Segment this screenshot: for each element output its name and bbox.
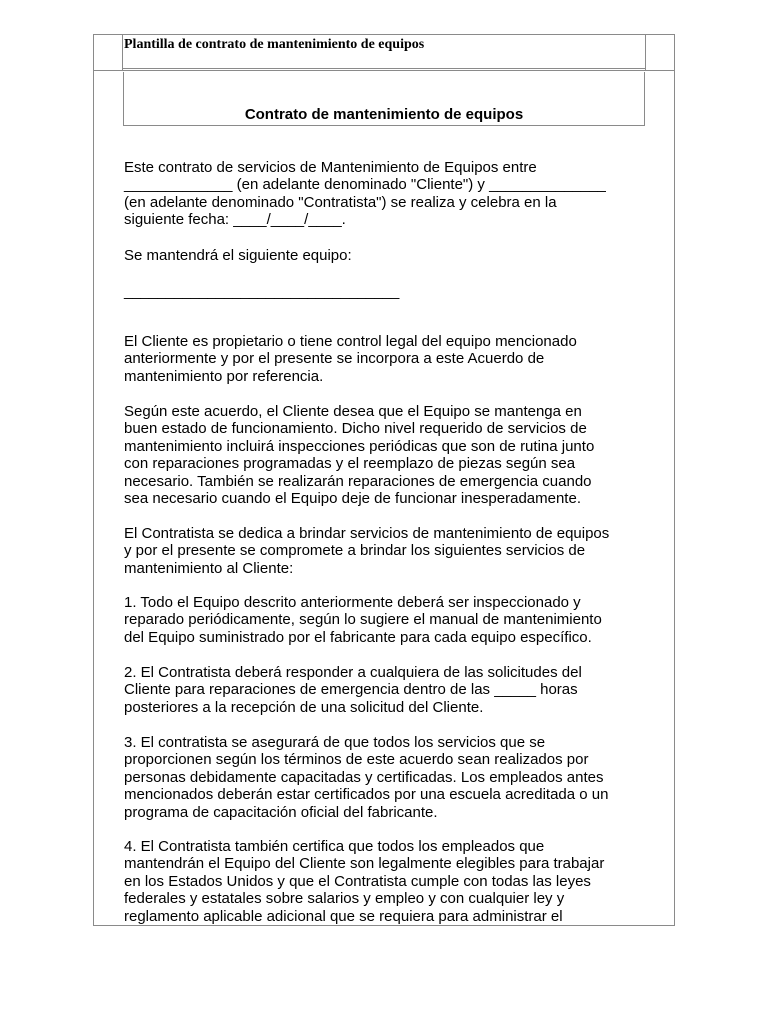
contract-title: Contrato de mantenimiento de equipos [244,106,524,123]
owner-paragraph: El Cliente es propietario o tiene control legal del equipo mencionado anteriormente y por el presente se incorpora a este Acuerdo de mantenimiento por referencia. [124,333,577,385]
agreement-paragraph: Según este acuerdo, el Cliente desea que el Equipo se mantenga en buen estado de funcionamiento. Dicho nivel requerido de servicios de mantenimiento incluirá inspecciones periódicas que son de rutina junto con reparaciones programadas y el reemplazo de piezas según sea necesario. También se realizarán reparaciones de emergencia cuando sea necesario cuando el Equipo deje de funcionar inesperadamente. [124,403,595,508]
contractor-paragraph: El Contratista se dedica a brindar servicios de mantenimiento de equipos y por el presente se compromete a brindar los siguientes servicios de mantenimiento al Cliente: [124,525,610,577]
service-item-1: 1. Todo el Equipo descrito anteriormente deberá ser inspeccionado y reparado periódicamente, según lo sugiere el manual de mantenimiento del Equipo suministrado por el fabricante para cada equipo específico. [124,594,602,646]
equipment-blank-line: _________________________________ [124,283,400,300]
header-divider [93,70,675,71]
equipment-paragraph: Se mantendrá el siguiente equipo: [124,247,352,264]
service-item-4: 4. El Contratista también certifica que todos los empleados que mantendrán el Equipo del Cliente son legalmente elegibles para trabajar en los Estados Unidos y que el Contratista cumple con todas las leyes federales y estatales sobre salarios y empleo y con cualquier ley y reglamento aplicable adicional que se requiera para administrar el [124,838,605,925]
service-item-2: 2. El Contratista deberá responder a cualquiera de las solicitudes del Cliente para reparaciones de emergencia dentro de las _____ horas posteriores a la recepción de una solicitud del Cliente. [124,664,582,716]
template-title: Plantilla de contrato de mantenimiento de equipos [124,37,425,52]
header-cell-divider [122,68,646,69]
service-item-3: 3. El contratista se asegurará de que todos los servicios que se proporcionen según los términos de este acuerdo sean realizados por personas debidamente capacitadas y certificadas. Los empleados antes mencionados deberán estar certificados por una escuela acreditada o un programa de capacitación oficial del fabricante. [124,734,609,821]
intro-paragraph: Este contrato de servicios de Mantenimiento de Equipos entre _____________ (en adelante denominado "Cliente") y ______________ (en adelante denominado "Contratista") se realiza y celebra en la siguiente fecha: ____/____/____. [124,159,606,229]
